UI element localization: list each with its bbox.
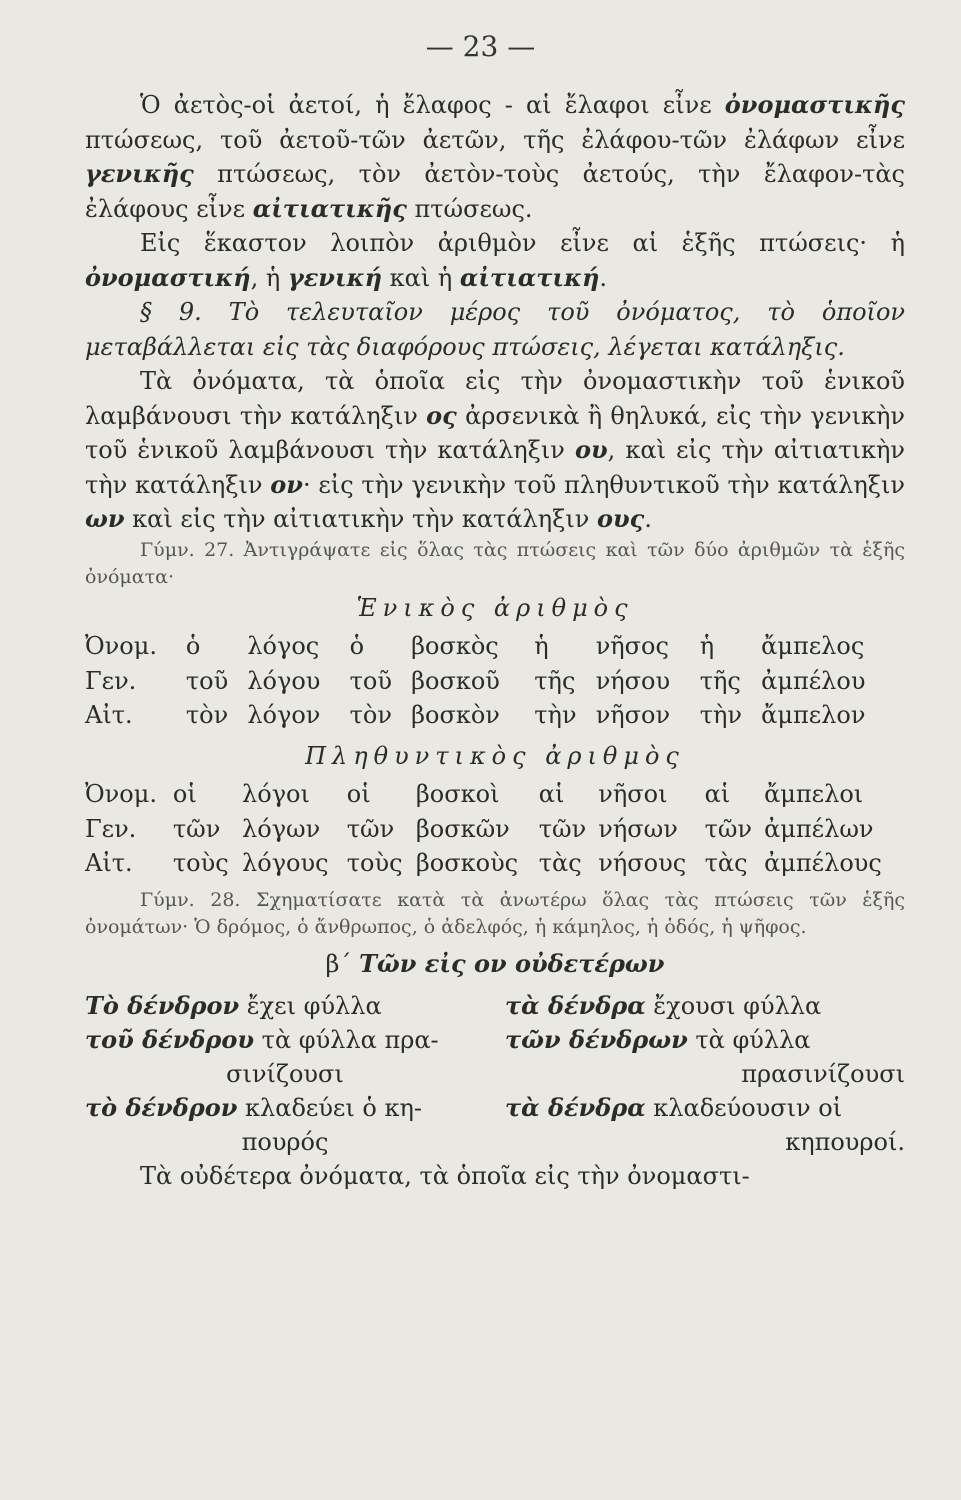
- declension-row: [85, 846, 905, 881]
- declension-cell: λόγος: [247, 632, 320, 660]
- declension-cell: νῆσοι: [598, 780, 668, 808]
- text-run: τὰ φύλλα: [687, 1026, 811, 1054]
- paragraph-cases-list: [85, 226, 905, 295]
- exercise-28: Γύμν. 28. Σχηματίσατε κατὰ τὰ ἀνωτέρω ὅλας τὰς πτώσεις τῶν ἑξῆς ὀνομάτων· Ὁ δρόμος, ὁ ἄνθρωπος, ὁ ἀδελφός, ἡ κάμηλος, ἡ ὁδός, ἡ ψῆφος.: [85, 888, 905, 938]
- case-label: Γεν.: [85, 814, 137, 843]
- bold-term: ὀνομαστικῆς: [724, 90, 905, 119]
- text-run: σινίζουσι: [226, 1060, 344, 1088]
- declension-cell: τῶν: [172, 814, 221, 843]
- paragraph-ending-definition: [85, 295, 905, 364]
- declension-cell: οἱ: [172, 780, 197, 808]
- example-line: [505, 1023, 905, 1057]
- declension-cell: ἡ: [534, 632, 549, 660]
- text-run: ἀρσενικὰ ἢ θηλυκά, εἰς τὴν γενικὴν τοῦ ἑνικοῦ λαμβάνουσι τὴν κατάληξιν: [85, 401, 906, 464]
- example-line: [85, 1091, 485, 1125]
- declension-cell: ἀμπέλους: [764, 849, 882, 877]
- bold-term: τὰ δένδρα: [505, 991, 646, 1020]
- singular-table: [85, 629, 905, 733]
- text-run: , ἡ: [250, 263, 288, 292]
- case-label: Γεν.: [85, 666, 137, 695]
- declension-cell: νῆσος: [595, 632, 669, 660]
- declension-cell: νήσους: [598, 849, 687, 877]
- example-line: [505, 1091, 905, 1125]
- example-line: [85, 1057, 485, 1091]
- case-label: Ὀνομ.: [85, 632, 157, 660]
- declension-cell: βοσκοὶ: [415, 780, 500, 808]
- declension-cell: ἡ: [699, 632, 715, 660]
- declension-cell: λόγον: [247, 701, 321, 729]
- exercise-27: Γύμν. 27. Ἀντιγράψατε εἰς ὅλας τὰς πτώσεις καὶ τῶν δύο ἀριθμῶν τὰ ἑξῆς ὀνόματα·: [85, 538, 905, 588]
- declension-cell: αἱ: [538, 780, 565, 808]
- declension-cell: οἱ: [346, 780, 371, 808]
- declension-cell: ἄμπελος: [761, 632, 865, 660]
- text-run: Τὰ ὀνόματα, τὰ ὁποῖα εἰς τὴν ὀνομαστικὴν τοῦ ἑνικοῦ λαμβάνουσι τὴν κατάληξιν: [85, 367, 905, 430]
- declension-cell: βοσκῶν: [415, 814, 510, 843]
- declension-cell: τῶν: [704, 814, 753, 843]
- declension-cell: τῶν: [346, 814, 395, 843]
- text-run: ἔχει φύλλα: [239, 992, 382, 1020]
- declension-cell: βοσκὸς: [411, 632, 499, 660]
- plural-heading: Πληθυντικὸς ἀριθμὸς: [305, 741, 685, 770]
- text-run: .: [599, 263, 608, 292]
- declension-cell: τὴν: [699, 701, 743, 729]
- text-run: .: [644, 505, 652, 533]
- declension-cell: τὰς: [538, 849, 582, 877]
- declension-row: [85, 664, 905, 699]
- text-run: κλαδεύουσιν οἱ: [645, 1094, 843, 1122]
- declension-cell: λόγων: [242, 814, 321, 843]
- case-label: Ὀνομ.: [85, 780, 157, 808]
- bold-term: ους: [596, 504, 645, 533]
- bold-term: τῶν δένδρων: [505, 1025, 688, 1054]
- plural-examples: [505, 989, 905, 1159]
- text-run: · εἰς τὴν γενικὴν τοῦ πληθυντικοῦ τὴν κατάληξιν: [302, 470, 905, 499]
- bold-term: αἰτιατική: [459, 262, 600, 292]
- bold-term: τὰ δένδρα: [505, 1093, 646, 1122]
- case-label: Αἰτ.: [85, 849, 133, 877]
- text-run: πτώσεως.: [406, 194, 533, 223]
- declension-cell: ἄμπελον: [761, 701, 866, 729]
- declension-cell: λόγου: [247, 666, 321, 695]
- text-run: Ὁ ἀετὸς-οἱ ἀετοί, ἡ ἔλαφος - αἱ ἔλαφοι εἶνε: [140, 91, 725, 119]
- text-run: πρασινίζουσι: [741, 1060, 905, 1088]
- declension-cell: νῆσον: [595, 701, 671, 729]
- declension-cell: ἀμπέλων: [764, 814, 874, 843]
- declension-cell: ὁ: [349, 632, 365, 660]
- bold-term: ον: [270, 469, 303, 499]
- example-columns: [85, 989, 905, 1159]
- page-body: [85, 88, 905, 1194]
- case-label: Αἰτ.: [85, 701, 133, 729]
- text-run: πουρός: [241, 1128, 329, 1156]
- declension-cell: τὴν: [534, 701, 577, 729]
- declension-cell: βοσκοὺς: [415, 849, 519, 877]
- text-run: πτώσεως, τὸν ἀετὸν-τοὺς ἀετούς, τὴν ἔλαφον-τὰς ἐλάφους εἶνε: [85, 160, 905, 223]
- bold-term: τοῦ δένδρου: [85, 1025, 255, 1054]
- declension-cell: τὰς: [704, 849, 748, 877]
- bold-term: αἰτιατικῆς: [252, 193, 407, 223]
- text-run: πτώσεως, τοῦ ἀετοῦ-τῶν ἀετῶν, τῆς ἐλάφου-τῶν ἐλάφων εἶνε: [85, 125, 905, 154]
- declension-cell: τὸν: [185, 701, 229, 729]
- declension-cell: βοσκὸν: [411, 701, 500, 729]
- declension-row: [85, 777, 905, 812]
- example-line: [85, 1125, 485, 1159]
- text-run: ἔχουσι φύλλα: [645, 992, 822, 1020]
- declension-cell: λόγοι: [242, 780, 310, 808]
- declension-cell: τὸν: [349, 701, 392, 729]
- declension-row: [85, 812, 905, 847]
- declension-row: [85, 629, 905, 664]
- paragraph-neuter-intro: Τὰ οὐδέτερα ὀνόματα, τὰ ὁποῖα εἰς τὴν ὀνομαστι-: [140, 1162, 750, 1190]
- example-line: [85, 1023, 485, 1057]
- bold-term: Τὸ δένδρον: [85, 991, 240, 1020]
- declension-cell: βοσκοῦ: [411, 666, 500, 695]
- text-run: § 9. Τὸ τελευταῖον μέρος τοῦ ὀνόματος, τὸ ὁποῖον μεταβάλλεται εἰς τὰς διαφόρους πτώσεις, λέγεται κατάληξις.: [85, 298, 905, 361]
- text-run: κηπουροί.: [785, 1128, 905, 1156]
- declension-row: [85, 698, 905, 733]
- bold-term: ὀνομαστική: [85, 262, 251, 292]
- singular-examples: [85, 989, 485, 1159]
- declension-cell: τῆς: [534, 666, 576, 695]
- declension-cell: λόγους: [242, 849, 329, 877]
- declension-cell: τοῦ: [349, 666, 392, 695]
- paragraph-ending-rules: [85, 364, 905, 537]
- declension-cell: τοὺς: [172, 849, 229, 877]
- example-line: [505, 1125, 905, 1159]
- section-b-title: Τῶν εἰς ον οὐδετέρων: [359, 948, 665, 978]
- declension-cell: νήσου: [595, 666, 671, 695]
- bold-term: γενική: [287, 262, 383, 292]
- section-b-heading: [85, 947, 905, 982]
- paragraph-cases-intro: [85, 88, 905, 226]
- bold-term: ου: [574, 435, 608, 464]
- page-number: — 23 —: [425, 30, 536, 63]
- text-run: , καὶ εἰς τὴν αἰτιατικὴν τὴν κατάληξιν: [85, 436, 905, 499]
- text-run: καὶ ἡ: [382, 263, 460, 292]
- bold-term: γενικῆς: [85, 159, 194, 188]
- example-line: [505, 989, 905, 1023]
- declension-cell: ὁ: [185, 632, 201, 660]
- bold-term: ων: [85, 504, 125, 533]
- text-run: καὶ εἰς τὴν αἰτιατικὴν τὴν κατάληξιν: [124, 505, 597, 533]
- declension-cell: ἀμπέλου: [761, 666, 866, 695]
- bold-term: τὸ δένδρον: [85, 1093, 238, 1122]
- declension-cell: τοῦ: [185, 666, 229, 695]
- singular-heading: Ἑνικὸς ἀριθμὸς: [356, 593, 634, 622]
- declension-cell: αἱ: [704, 780, 731, 808]
- plural-table: [85, 777, 905, 881]
- section-b-prefix: β´: [325, 949, 352, 978]
- declension-cell: νήσων: [598, 814, 678, 843]
- example-line: [505, 1057, 905, 1091]
- declension-cell: τῆς: [699, 666, 741, 695]
- text-run: Εἰς ἕκαστον λοιπὸν ἀριθμὸν εἶνε αἱ ἑξῆς πτώσεις· ἡ: [140, 229, 905, 257]
- text-run: κλαδεύει ὁ κη-: [237, 1094, 422, 1122]
- bold-term: ος: [426, 400, 457, 430]
- declension-cell: τῶν: [538, 814, 587, 843]
- example-line: [85, 989, 485, 1023]
- text-run: τὰ φύλλα πρα-: [254, 1026, 439, 1054]
- declension-cell: τοὺς: [346, 849, 403, 877]
- declension-cell: ἄμπελοι: [764, 780, 864, 808]
